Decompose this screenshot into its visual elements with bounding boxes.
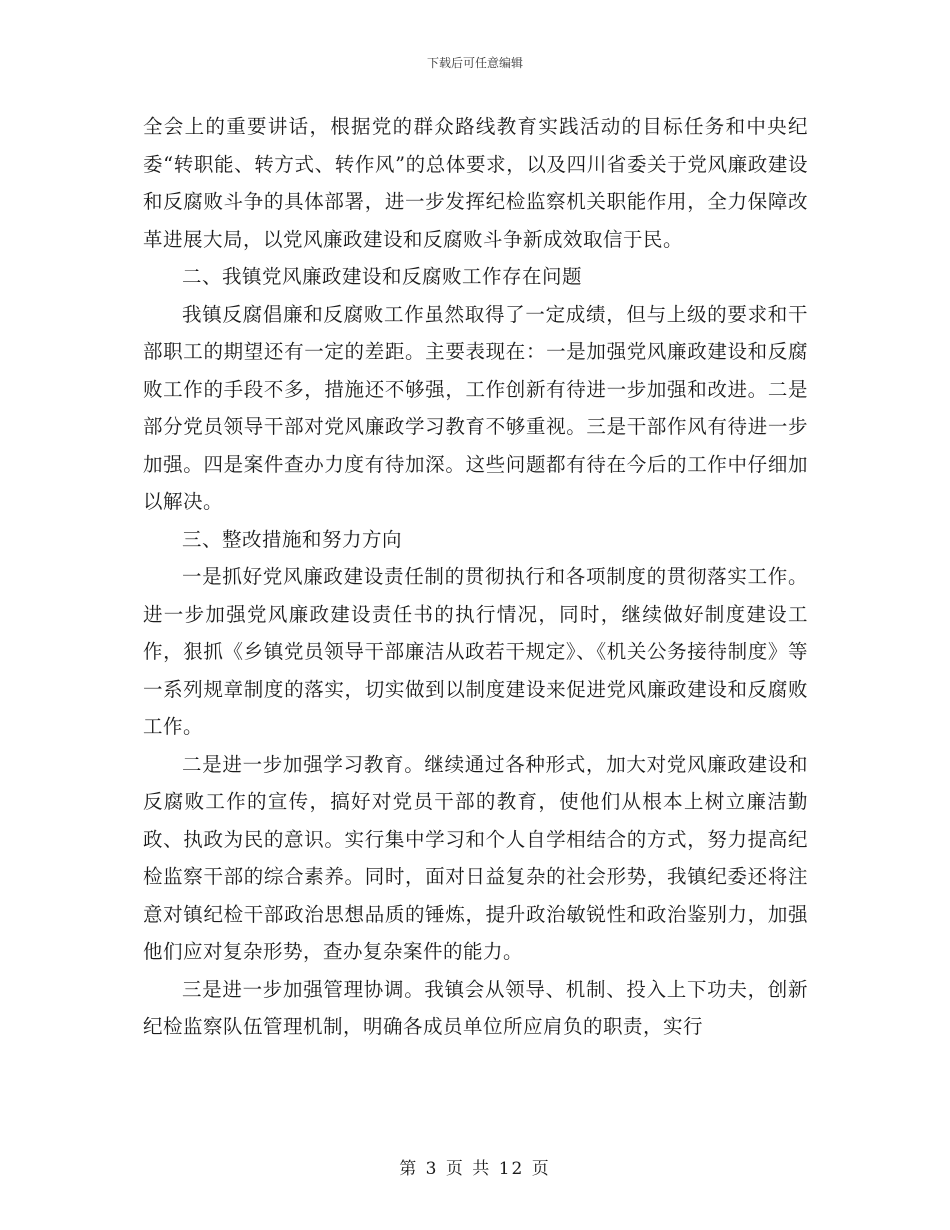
paragraph-measure-3: 三是进一步加强管理协调。我镇会从领导、机制、投入上下功夫，创新纪检监察队伍管理机制，明确各成员单位所应肩负的职责，实行 [143, 977, 808, 1038]
page-header: 下载后可任意编辑 [426, 56, 523, 70]
paragraph-measure-2: 二是进一步加强学习教育。继续通过各种形式，加大对党风廉政建设和反腐败工作的宣传，搞好对党员干部的教育，使他们从根本上树立廉洁勤政、执政为民的意识。实行集中学习和个人自学相结合的方式，努力提高纪检监察干部的综合素养。同时，面对日益复杂的社会形势，我镇纪委还将注意对镇纪检干部政治思想品质的锤炼，提升政治敏锐性和政治鉴别力，加强他们应对复杂形势，查办复杂案件的能力。 [143, 752, 808, 963]
paragraph-measure-1: 一是抓好党风廉政建设责任制的贯彻执行和各项制度的贯彻落实工作。进一步加强党风廉政建设责任书的执行情况，同时，继续做好制度建设工作，狠抓《乡镇党员领导干部廉洁从政若干规定》、《机关公务接待制度》等一系列规章制度的落实，切实做到以制度建设来促进党风廉政建设和反腐败工作。 [143, 565, 808, 738]
paragraph-continuation: 全会上的重要讲话，根据党的群众路线教育实践活动的目标任务和中央纪委“转职能、转方式、转作风”的总体要求，以及四川省委关于党风廉政建设和反腐败斗争的具体部署，进一步发挥纪检监察机关职能作用，全力保障改革进展大局，以党风廉政建设和反腐败斗争新成效取信于民。 [143, 115, 808, 251]
document-body [143, 108, 808, 1046]
section-heading-3: 三、整改措施和努力方向 [182, 527, 403, 551]
paragraph-problems: 我镇反腐倡廉和反腐败工作虽然取得了一定成绩，但与上级的要求和干部职工的期望还有一定的差距。主要表现在：一是加强党风廉政建设和反腐败工作的手段不多，措施还不够强，工作创新有待进一步加强和改进。二是部分党员领导干部对党风廉政学习教育不够重视。三是干部作风有待进一步加强。四是案件查办力度有待加深。这些问题都有待在今后的工作中仔细加以解决。 [143, 302, 808, 513]
section-heading-2: 二、我镇党风廉政建设和反腐败工作存在问题 [182, 265, 583, 288]
page-number-footer: 第 3 页 共 12 页 [399, 1159, 551, 1179]
